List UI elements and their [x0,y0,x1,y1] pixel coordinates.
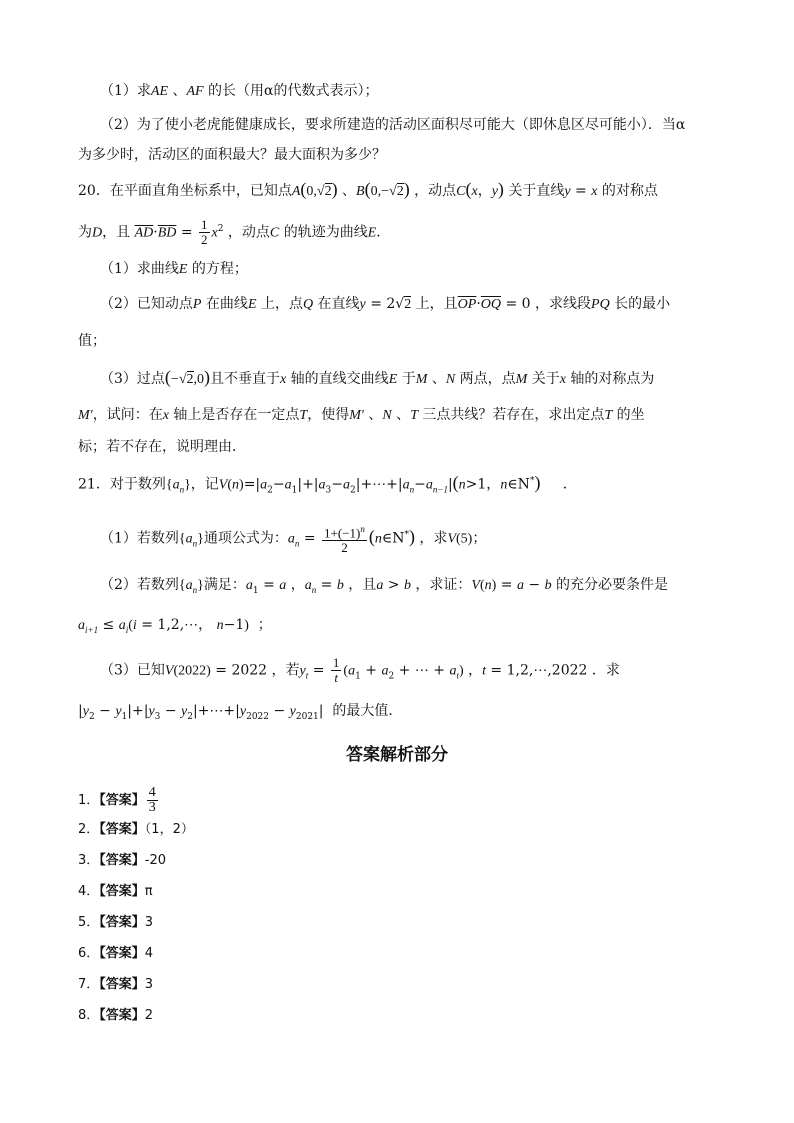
answer-item-5: 5．【答案】3 [78,915,154,930]
q20-part1: （1）求曲线E 的方程； [100,261,248,277]
q19-part1: （1）求AE 、AF 的长（用α的代数式表示）； [100,83,379,99]
section-title: 答案解析部分 [346,745,448,765]
q21-part1: （1）若数列$\{a_n\}$通项公式为：$a_n$ = $\frac{1+(-1)^n}{2}$ (n∈N*) ，求V(5)； [100,524,487,556]
q20-part3-line3: 标；若不存在，说明理由． [78,439,246,455]
answer-item-7: 7．【答案】3 [78,977,154,992]
answer-item-8: 8．【答案】2 [78,1008,154,1023]
q20-part2-line1: （2）已知动点P 在曲线E 上，点Q 在直线y = 2√2 上，且$\overline{OP}\cdot\overline{OQ} = 0$ ，求线段PQ 长的最小 [100,296,671,312]
q21-part3-line2: $|y_2 - y_1|+|y_3$ − $y_2|+\cdots+|y_{2022} - y_{2021}|$ 的最大值． [78,703,403,722]
answer-item-6: 6．【答案】4 [78,946,154,961]
q20-intro: 20．在平面直角坐标系中，已知点A(0,√2) 、B(0,−√2) ，动点C(x，y) 关于直线y = x 的对称点 [78,179,658,199]
q21-part3-line1: （3）已知V(2022) = 2022 ，若$y_t$ = $\frac{1}{t}$ ($a_1 + a_2$ + ⋯ + $a_t$) ，t = 1,2,⋯,2022 ．求 [100,655,620,685]
answer-item-3: 3．【答案】-20 [78,853,167,868]
q20-part3-line1: （3）过点(−√2,0)且不垂直于x 轴的直线交曲线E 于M 、N 两点，点M 关于x 轴的对称点为 [100,367,655,387]
answer-item-4: 4．【答案】π [78,884,153,899]
answer-item-1: 1．【答案】 $\frac{4}{3}$ [78,785,156,815]
q20-part2-line2: 值； [78,333,106,349]
answer-tag: 【答案】 [99,793,145,808]
q21-intro: 21．对于数列$\{a_n\}$，记$V(n)=|a_2-a_1|+|a_3-a_2|+\cdots+|a_n-a_{n-1}|(n>1$，n∈N*) ． [78,472,577,496]
q19-part2-line1: （2）为了使小老虎能健康成长，要求所建造的活动区面积尽可能大（即休息区尽可能小）．当α [100,117,686,133]
answer-item-2: 2．【答案】（1，2） [78,822,194,837]
q19-part2-line2: 为多少时，活动区的面积最大？最大面积为多少？ [78,147,386,163]
q21-part2-line1: （2）若数列$\{a_n\}$满足：$a_1 = a$ ，$a_n = b$ ，且a > b ，求证：V(n) = a − b 的充分必要条件是 [100,577,669,596]
q20-line2: 为D，且 $\overline{AD}\cdot\overline{BD}$ = $\frac{1}{2}$ $x^2$ ，动点C 的轨迹为曲线E． [78,217,391,248]
q20-part3-line2: M′，试问：在x 轴上是否存在一定点T，使得M′ 、N 、T 三点共线？若存在，求出定点T 的坐 [78,407,645,423]
q21-part2-line2: $a_{i+1} \le a_i(i$ = 1,2,⋯， n−1) ； [78,617,272,635]
